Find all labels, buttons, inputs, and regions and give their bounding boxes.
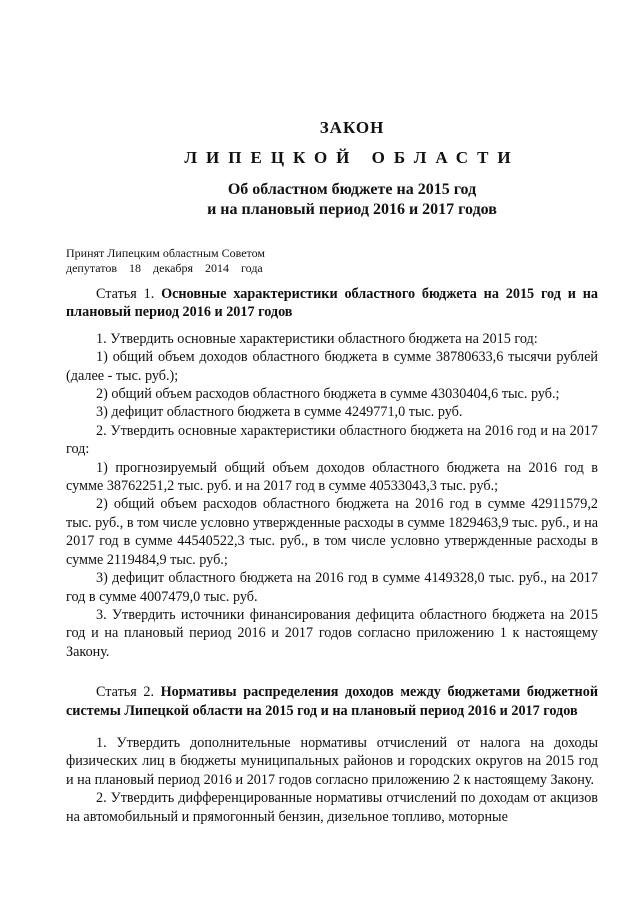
law-subtitle xyxy=(0,180,640,220)
article-2-paragraph: 1. Утвердить дополнительные нормативы отчислений от налога на доходы физических лиц в бюджеты муниципальных районов и городских округов на 2015 год и на плановый период 2016 и 2017 годов согласно приложению 2 к настоящему Закону. xyxy=(66,734,598,788)
article-1-paragraph: 2) общий объем расходов областного бюджета на 2016 год в сумме 42911579,2 тыс. руб., в том числе условно утвержденные расходы в сумме 1829463,9 тыс. руб., и на 2017 год в сумме 44540522,3 тыс. руб., в том числе условно утвержденные расходы в сумме 2119484,9 тыс. руб.; xyxy=(66,496,598,568)
article-1-paragraph: 3) дефицит областного бюджета на 2016 год в сумме 4149328,0 тыс. руб., на 2017 год в сумме 4007479,0 тыс. руб. xyxy=(66,570,598,605)
article-1-heading xyxy=(66,285,598,322)
article-1-paragraph: 1) прогнозируемый общий объем доходов областного бюджета на 2016 год в сумме 38762251,2 тыс. руб. и на 2017 год в сумме 40533043,3 тыс. руб.; xyxy=(66,459,598,495)
article-1-paragraph: 1) общий объем доходов областного бюджета в сумме 38780633,6 тысячи рублей (далее - тыс. руб.); xyxy=(66,349,598,384)
article-1-label: Статья 1. xyxy=(96,286,155,302)
article-1-paragraph: 1. Утвердить основные характеристики областного бюджета на 2015 год: xyxy=(96,330,538,347)
article-2-name: Нормативы распределения доходов между бюджетами бюджетной системы Липецкой области на 2015 год и на плановый период 2016 и 2017 годов xyxy=(66,684,599,719)
adoption-line-1: Принят Липецким областным Советом xyxy=(66,246,265,260)
article-1-paragraph: 2. Утвердить основные характеристики областного бюджета на 2016 год и на 2017 год: xyxy=(66,422,598,458)
article-1-paragraph: 2) общий объем расходов областного бюджета в сумме 43030404,6 тыс. руб.; xyxy=(96,386,560,403)
adoption-note xyxy=(66,246,265,276)
document-body xyxy=(66,285,598,826)
article-2-heading xyxy=(66,683,598,720)
article-1-paragraph: 3) дефицит областного бюджета в сумме 4249771,0 тыс. руб. xyxy=(96,404,463,421)
article-2-label: Статья 2. xyxy=(96,684,155,701)
subtitle-line-1: Об областном бюджете на 2015 год xyxy=(227,181,477,198)
article-2-paragraph: 2. Утвердить дифференцированные нормативы отчислений по доходам от акцизов на автомобильный и прямогонный бензин, дизельное топливо, моторные xyxy=(66,790,598,825)
article-1-name: Основные характеристики областного бюджета на 2015 год и на плановый период 2016 и 2017 годов xyxy=(66,286,599,321)
subtitle-line-2: и на плановый период 2016 и 2017 годов xyxy=(207,201,497,218)
region-title: ЛИПЕЦКОЙ ОБЛАСТИ xyxy=(184,148,520,167)
adoption-line-2: депутатов 18 декабря 2014 года xyxy=(66,261,263,275)
law-title: ЗАКОН xyxy=(319,118,385,137)
article-1-paragraph: 3. Утвердить источники финансирования дефицита областного бюджета на 2015 год и на плановый период 2016 и 2017 годов согласно приложению 1 к настоящему Закону. xyxy=(66,606,598,660)
